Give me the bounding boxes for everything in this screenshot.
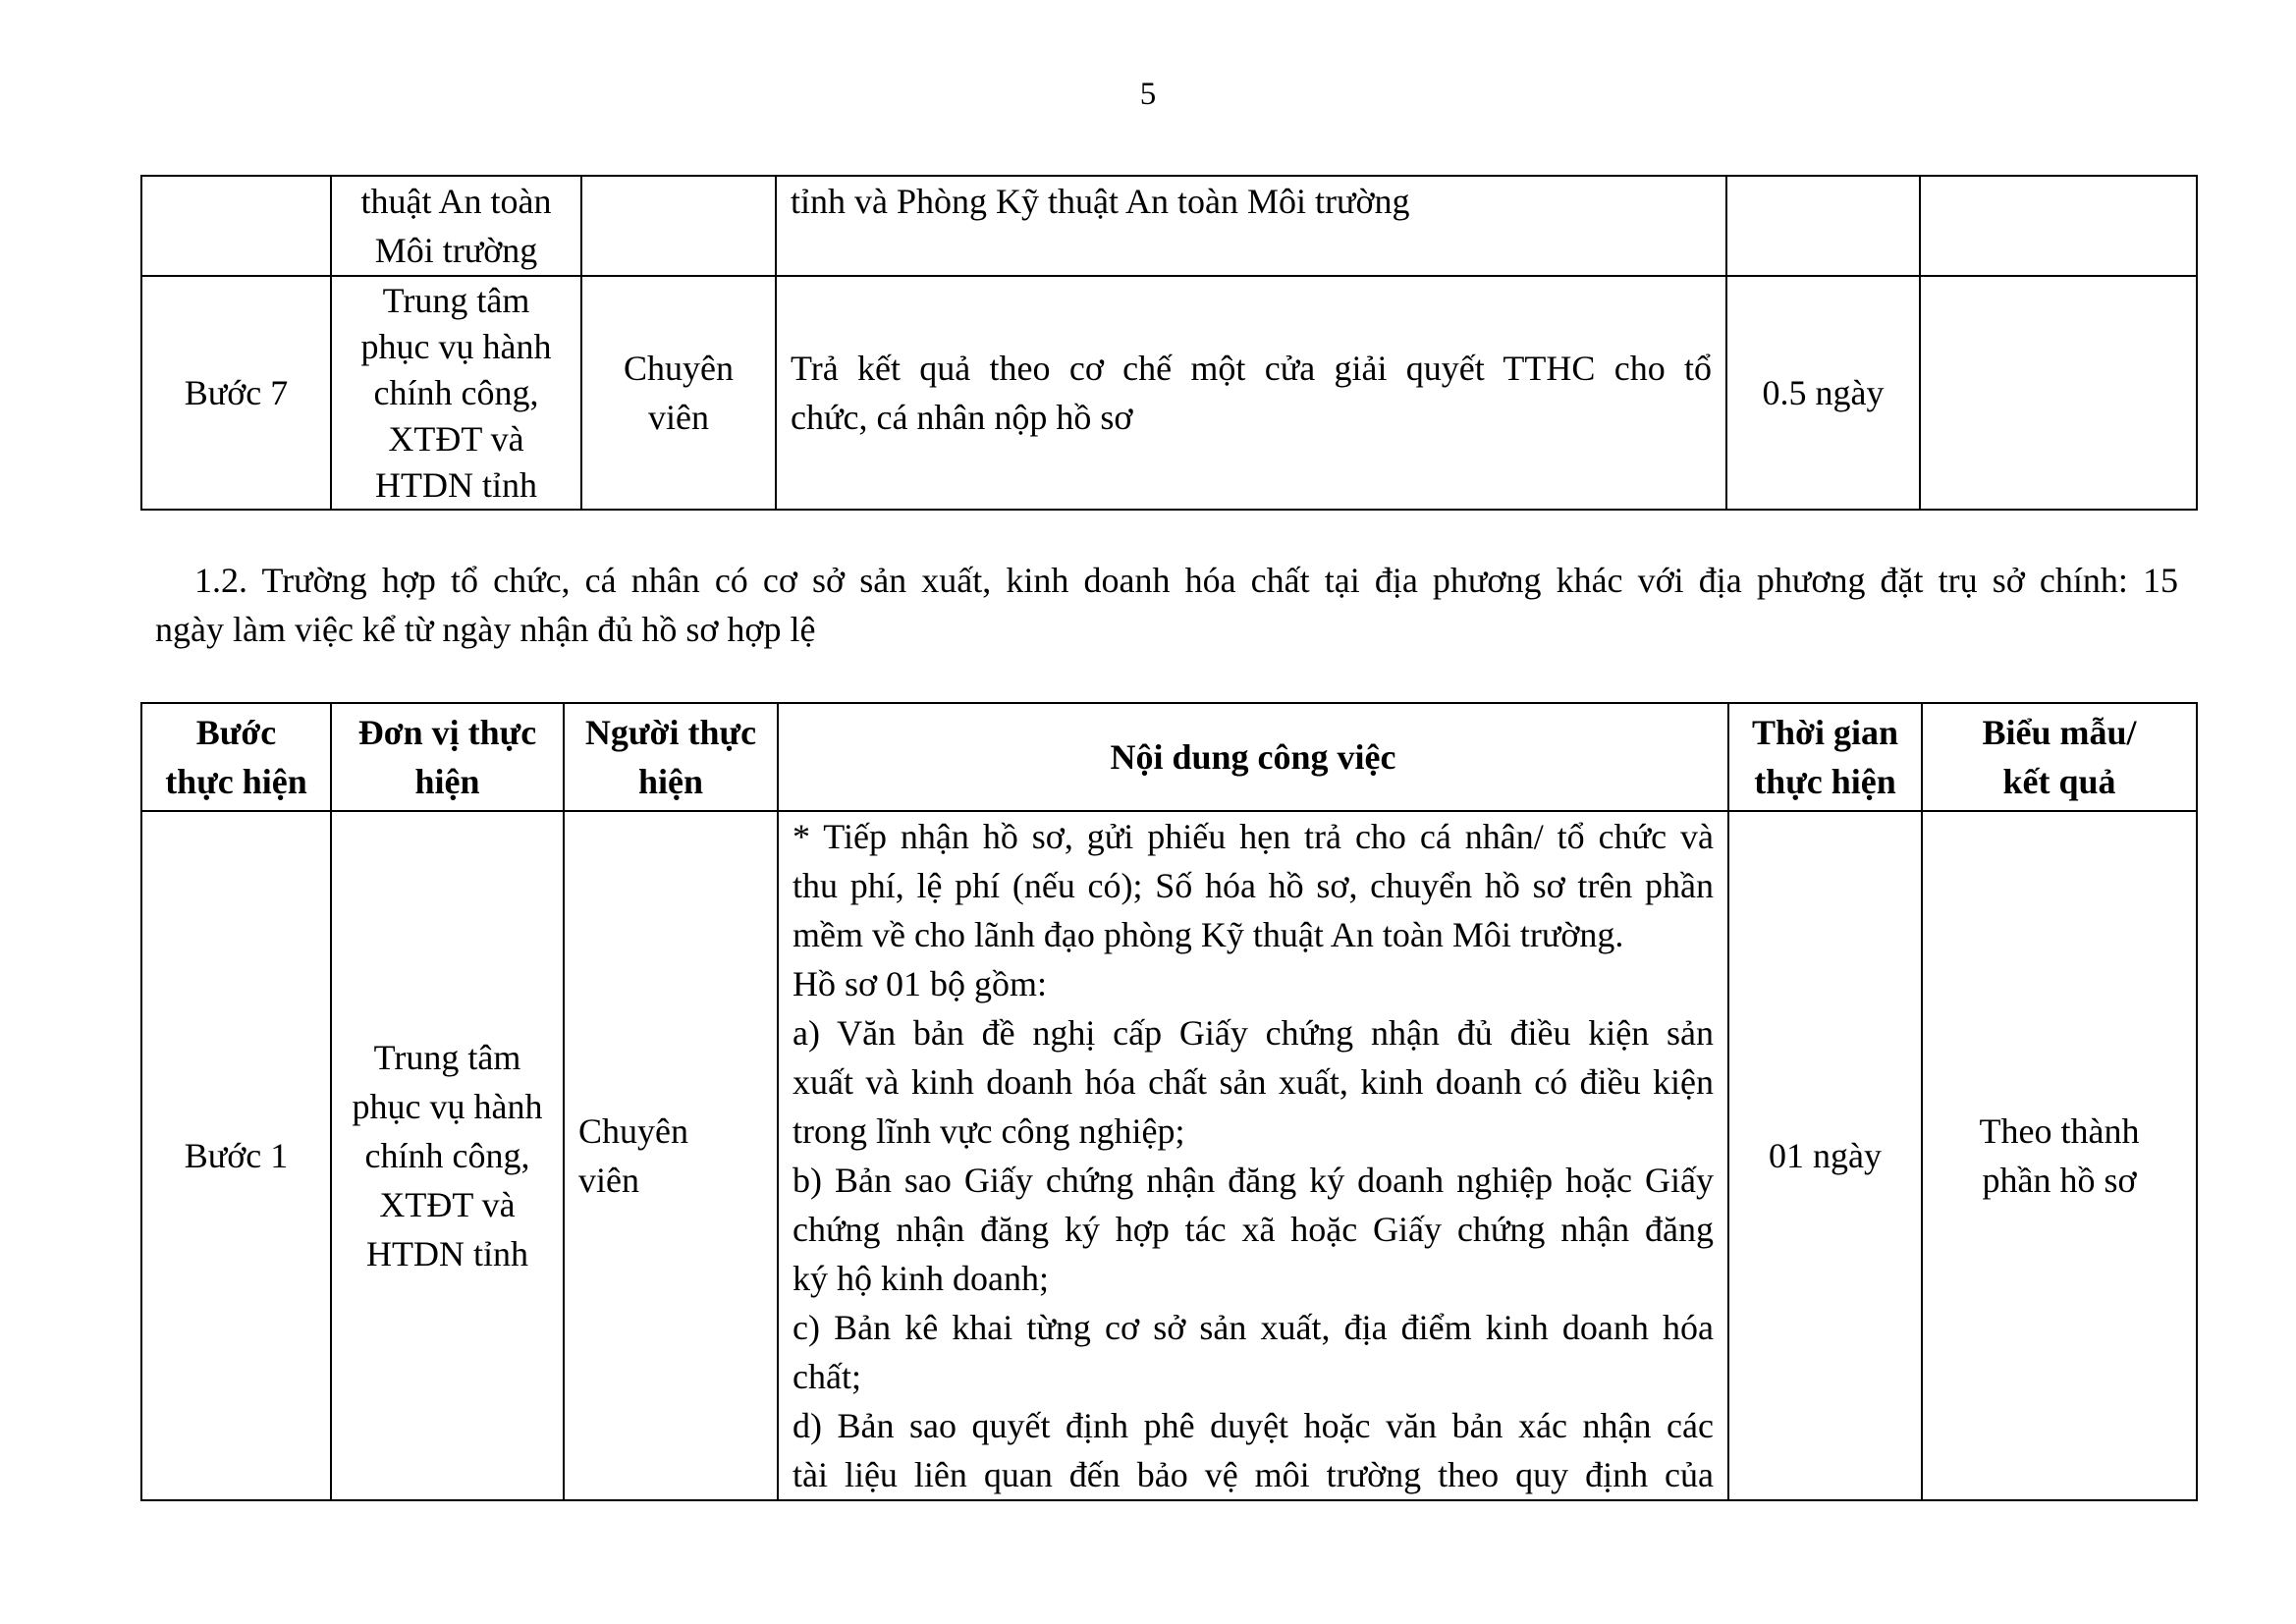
- step-cell: [141, 176, 331, 276]
- person-line: Chuyên: [578, 1111, 688, 1151]
- person-cell: [581, 176, 776, 276]
- step-cell: Bước 1: [141, 811, 331, 1500]
- content-line: trong lĩnh vực công nghiệp;: [793, 1111, 1185, 1151]
- content-line: thu phí, lệ phí (nếu có); Số hóa hồ sơ, chuyển hồ sơ trên phần: [793, 866, 1714, 905]
- table-header-row: [141, 703, 2197, 811]
- table-row: [141, 276, 2197, 510]
- unit-cell: [331, 276, 581, 510]
- unit-line: HTDN tỉnh: [366, 1234, 528, 1273]
- section-heading-line: ngày làm việc kể từ ngày nhận đủ hồ sơ hợp lệ: [155, 610, 816, 649]
- table-row: [141, 811, 2197, 1500]
- content-cell: [776, 176, 1726, 276]
- content-line: chứng nhận đăng ký hợp tác xã hoặc Giấy chứng nhận đăng: [793, 1210, 1714, 1249]
- section-heading-line: 1.2. Trường hợp tổ chức, cá nhân có cơ sở sản xuất, kinh doanh hóa chất tại địa phương khác với địa phương đặt trụ sở chính: 15: [194, 561, 2178, 600]
- time-cell: 0.5 ngày: [1726, 276, 1920, 510]
- content-line: xuất và kinh doanh hóa chất sản xuất, kinh doanh có điều kiện: [793, 1062, 1714, 1102]
- form-cell: [1920, 176, 2197, 276]
- table-row: [141, 176, 2197, 276]
- content-line: d) Bản sao quyết định phê duyệt hoặc văn bản xác nhận các: [793, 1406, 1714, 1445]
- unit-cell: [331, 811, 564, 1500]
- unit-line: Trung tâm: [373, 1038, 521, 1077]
- unit-line: XTĐT và: [388, 418, 524, 459]
- form-cell: [1922, 811, 2197, 1500]
- person-cell: [564, 811, 778, 1500]
- header-time: Thời gian thực hiện: [1728, 703, 1922, 811]
- unit-line: chính công,: [373, 372, 539, 412]
- unit-line: phục vụ hành: [352, 1087, 543, 1126]
- procedure-table: [140, 702, 2198, 1501]
- unit-line: thuật An toàn: [360, 182, 552, 221]
- header-step: Bước thực hiện: [141, 703, 331, 811]
- time-cell: 01 ngày: [1728, 811, 1922, 1500]
- unit-line: Môi trường: [374, 231, 538, 270]
- content-line: b) Bản sao Giấy chứng nhận đăng ký doanh nghiệp hoặc Giấy: [793, 1161, 1714, 1200]
- content-line: tài liệu liên quan đến bảo vệ môi trường theo quy định của: [793, 1455, 1714, 1494]
- content-line: chất;: [793, 1357, 861, 1396]
- content-line: c) Bản kê khai từng cơ sở sản xuất, địa điểm kinh doanh hóa: [793, 1308, 1714, 1347]
- header-form: Biểu mẫu/ kết quả: [1922, 703, 2197, 811]
- person-line: viên: [578, 1161, 639, 1200]
- content-cell: [776, 276, 1726, 510]
- person-line: Chuyên: [624, 349, 734, 388]
- unit-line: XTĐT và: [379, 1185, 516, 1224]
- unit-line: phục vụ hành: [360, 326, 552, 366]
- header-unit: Đơn vị thực hiện: [331, 703, 564, 811]
- time-cell: [1726, 176, 1920, 276]
- content-cell: [778, 811, 1728, 1500]
- content-line: chức, cá nhân nộp hồ sơ: [791, 398, 1133, 437]
- content-line: ký hộ kinh doanh;: [793, 1259, 1049, 1298]
- form-line: phần hồ sơ: [1982, 1161, 2137, 1200]
- content-line: a) Văn bản đề nghị cấp Giấy chứng nhận đủ điều kiện sản: [793, 1013, 1714, 1053]
- unit-line: HTDN tỉnh: [375, 464, 537, 505]
- unit-line: Trung tâm: [382, 280, 530, 320]
- section-heading: [155, 556, 2178, 654]
- page-number: 5: [1139, 77, 1157, 112]
- person-cell: [581, 276, 776, 510]
- content-line: Trả kết quả theo cơ chế một cửa giải quyết TTHC cho tổ: [791, 349, 1712, 388]
- header-person: Người thực hiện: [564, 703, 778, 811]
- form-cell: [1920, 276, 2197, 510]
- form-line: Theo thành: [1979, 1111, 2140, 1151]
- content-line: mềm về cho lãnh đạo phòng Kỹ thuật An toàn Môi trường.: [793, 915, 1624, 954]
- step-cell: Bước 7: [141, 276, 331, 510]
- procedure-table-continued: [140, 175, 2198, 511]
- content-line: Hồ sơ 01 bộ gồm:: [793, 964, 1048, 1003]
- header-content: Nội dung công việc: [778, 703, 1728, 811]
- unit-line: chính công,: [364, 1136, 530, 1175]
- content-line: tỉnh và Phòng Kỹ thuật An toàn Môi trường: [791, 182, 1410, 221]
- person-line: viên: [648, 398, 709, 437]
- content-line: * Tiếp nhận hồ sơ, gửi phiếu hẹn trả cho cá nhân/ tổ chức và: [793, 817, 1714, 856]
- unit-cell: [331, 176, 581, 276]
